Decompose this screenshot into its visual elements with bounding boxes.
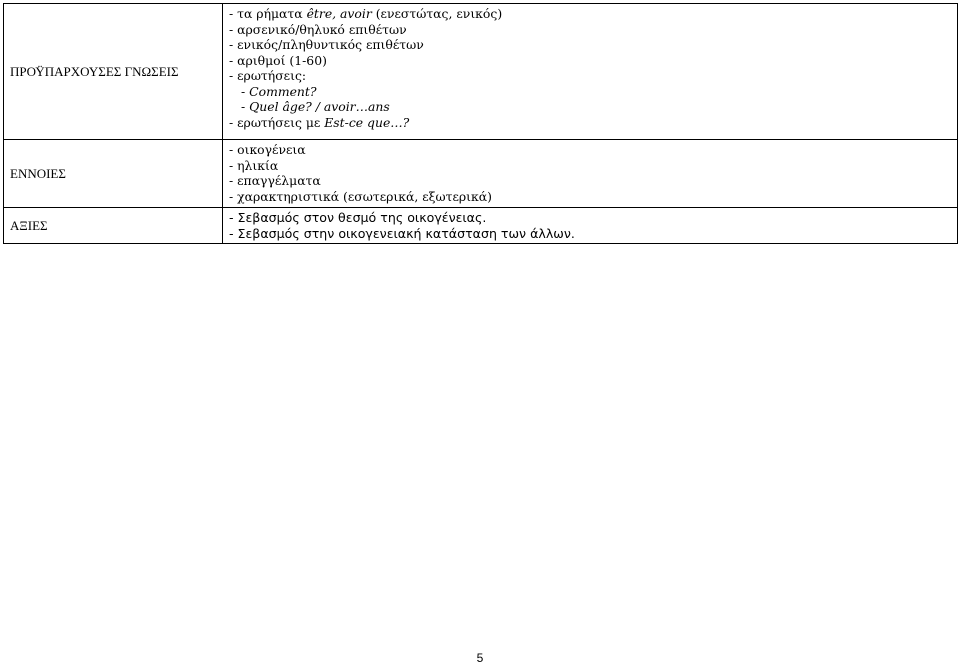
list-item: - χαρακτηριστικά (εσωτερικά, εξωτερικά)	[229, 188, 492, 204]
row-label-concepts: ΕΝΝΟΙΕΣ	[4, 140, 223, 208]
list-item: - οικογένεια	[229, 142, 306, 157]
list-item: - ενικός/πληθυντικός επιθέτων	[229, 37, 424, 52]
row-content-values	[223, 208, 958, 244]
list-item: - ερωτήσεις με Est-ce que…?	[229, 114, 410, 130]
list-item: - τα ρήματα être, avoir (ενεστώτας, ενικός)	[229, 6, 503, 21]
table-row	[4, 4, 958, 140]
table-row	[4, 208, 958, 244]
row-label-prior-knowledge: ΠΡΟΫΠΑΡΧΟΥΣΕΣ ΓΝΩΣΕΙΣ	[4, 4, 223, 140]
row-content-concepts	[223, 140, 958, 208]
list-item: - Σεβασμός στον θεσμό της οικογένειας.	[229, 210, 487, 225]
list-item: - ηλικία	[229, 157, 279, 173]
row-content-prior-knowledge	[223, 4, 958, 140]
list-item: - Σεβασμός στην οικογενειακή κατάσταση των άλλων.	[229, 225, 575, 241]
row-label-values: ΑΞΙΕΣ	[4, 208, 223, 244]
list-item: - αριθμοί (1-60)	[229, 52, 327, 68]
list-item: - Quel âge? / avoir…ans	[241, 99, 390, 114]
page-number: 5	[476, 651, 484, 665]
list-item: - Comment?	[241, 83, 317, 99]
list-item: - αρσενικό/θηλυκό επιθέτων	[229, 21, 407, 37]
list-item: - επαγγέλματα	[229, 173, 321, 188]
table-row	[4, 140, 958, 208]
list-item: - ερωτήσεις:	[229, 68, 307, 83]
curriculum-table	[3, 3, 958, 244]
